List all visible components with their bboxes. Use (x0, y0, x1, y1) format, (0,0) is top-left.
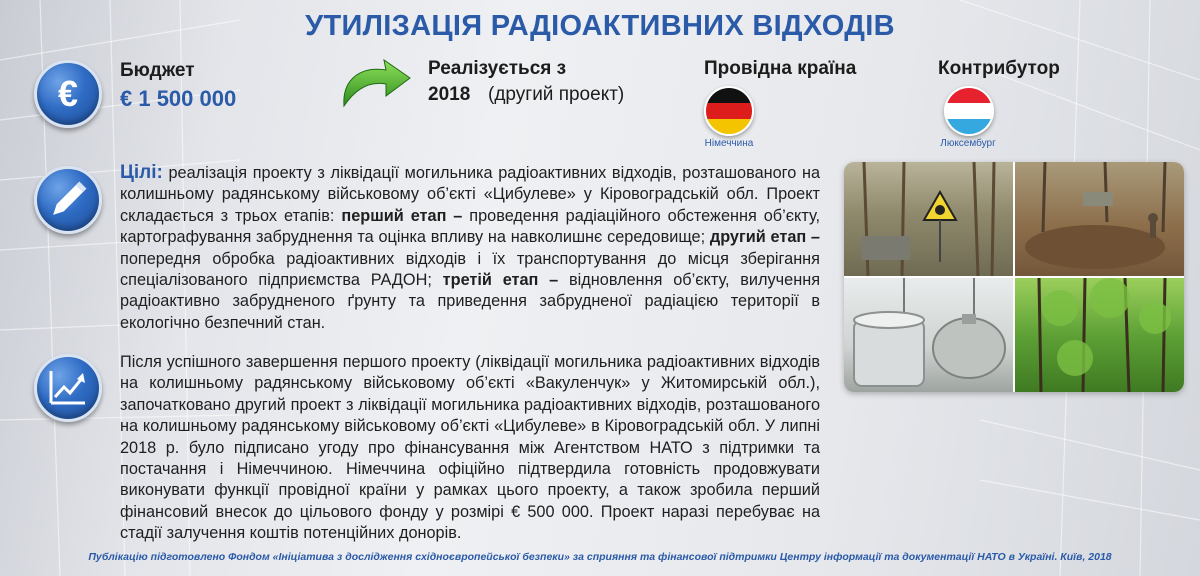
goals-paragraph (120, 162, 820, 334)
excavation-site-photo (1015, 162, 1184, 276)
euro-icon (34, 60, 102, 128)
footer-credit: Публікацію підготовлено Фондом «Ініціатива з дослідження східноєвропейської безпеки» за сприяння та фінансової підтримки Центру інформації та документації НАТО в Україні. Київ, 2018 (88, 551, 1112, 563)
stage1-label: перший етап – (341, 206, 463, 225)
forest-radiation-sign-photo (844, 162, 1013, 276)
growth-chart-icon (34, 354, 102, 422)
luxembourg-flag-icon (944, 86, 994, 136)
goals-intro: реалізація проекту з ліквідації могильника радіоактивних відходів, розташованого на колишньому радянському військовому об’єкті «Цибулеве» у Кіровоградській обл. Проект складається з трьох етапів: (120, 164, 821, 225)
timeline-year: 2018 (428, 84, 471, 105)
steel-containers-photo (844, 278, 1013, 392)
arrow-refresh-icon (336, 56, 416, 118)
budget-label: Бюджет (120, 60, 195, 81)
budget-value: € 1 500 000 (120, 86, 237, 111)
stage2-text: попередня обробка радіоактивних відходів і їх транспортування до місця зберігання спеціалізованого підприємства РАДОН; (120, 249, 820, 290)
timeline-label: Реалізується з (428, 58, 567, 79)
project-photos (844, 162, 1184, 392)
progress-paragraph: Після успішного завершення першого проекту (ліквідації могильника радіоактивних відходів на колишньому радянському військовому об’єкті «Вакуленчук» у Житомирській обл.), започатковано другий проект з ліквідації могильника радіоактивних відходів, розташованого на колишньому радянському військовому об’єкті «Цибулеве» в Кіровоградській обл. У липні 2018 р. було підписано угоду про фінансування між Агентством НАТО з підтримки та постачання і Німеччиною. Німеччина офіційно підтвердила готовність продовжувати виконувати функції провідної країни у рамках цього проекту, а також зробила перший фінансовий внесок до цільового фонду у розмірі € 500 000. Проект наразі перебуває на стадії залучення коштів потенційних донорів. (120, 353, 820, 543)
lead-country-name: Німеччина (704, 138, 754, 149)
svg-text:€: € (57, 73, 79, 114)
contributor-label: Контрибутор (938, 58, 1060, 79)
page-title: УТИЛІЗАЦІЯ РАДІОАКТИВНИХ ВІДХОДІВ (305, 10, 895, 42)
stage2-label: другий етап – (709, 228, 820, 247)
germany-flag-icon (704, 86, 754, 136)
goals-label: Цілі: (120, 162, 163, 183)
pencil-icon (34, 166, 102, 234)
stage3-text: відновлення об’єкту, вилучення радіоактивно забрудненого ґрунту та приведення забрудненої радіацією території в екологічно безпечний стан. (120, 271, 821, 332)
lead-country-label: Провідна країна (704, 58, 857, 79)
contributor-name: Люксембург (940, 138, 996, 149)
stage3-label: третій етап – (442, 271, 559, 290)
green-forest-photo (1015, 278, 1184, 392)
stage1-text: проведення радіаційного обстеження об’єкту, картографування забруднення та оцінка впливу на навколишнє середовище; (120, 206, 820, 247)
timeline-note: (другий проект) (488, 84, 625, 105)
